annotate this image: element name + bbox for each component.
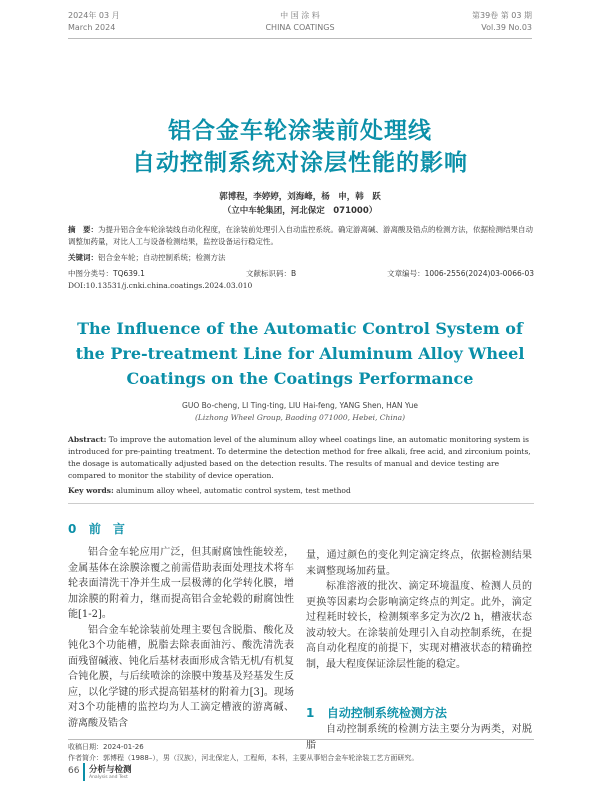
title-en: The Influence of the Automatic Control System of the Pre-treatment Line for Aluminum Alloy Wheel Coatings on the Coatings Performance: [75, 319, 525, 388]
received-date: 收稿日期：2024-01-26: [68, 743, 144, 751]
keywords-cn: [68, 252, 534, 264]
section-0-number: 0: [68, 522, 77, 536]
author-bio: 作者简介：郭博程（1988–），男（汉族），河北保定人，工程师，本科，主要从事铝合金车轮涂装工艺方面研究。: [68, 754, 419, 762]
affiliation-cn: （立中车轮集团，河北保定 071000）: [222, 206, 378, 216]
footnote-divider: [68, 739, 534, 740]
abstract-en: [68, 434, 534, 482]
abstract-en-text: To improve the automation level of the aluminum alloy wheel coatings line, an automatic monitoring system is introduced for pre-painting treatment. To determine the detection method for free alkali, free acid, and zirconium points, the dosage is automatically adjusted based on the detection results. The results of manual and device testing are compared to monitor the stability of device operation.: [68, 435, 531, 480]
header-journal-cn: 中 国 涂 料: [280, 11, 320, 20]
title-cn: [0, 115, 600, 179]
header-date-cn: 2024年 03 月: [68, 11, 120, 20]
abstract-cn: [68, 224, 534, 248]
section-1-number: 1: [306, 706, 315, 720]
header-issue-en: Vol.39 No.03: [481, 23, 532, 32]
abstract-en-label: Abstract:: [68, 435, 107, 444]
authors-cn: 郭博程，李婷婷，刘海峰，杨 申，韩 跃: [219, 192, 381, 202]
footer-section-cn: 分析与检测: [89, 765, 132, 775]
header-issue-cn: 第39卷 第 03 期: [472, 11, 532, 20]
section-1-title: 自动控制系统检测方法: [326, 706, 447, 720]
affiliation-en: (Lizhong Wheel Group, Baoding 071000, Hebei, China): [195, 413, 405, 422]
header-divider: [68, 38, 532, 39]
section-0-title: 前 言: [88, 522, 125, 536]
article-number: 文章编号：1006-2556(2024)03-0066-03: [387, 269, 534, 278]
header-issue: [472, 10, 532, 34]
keywords-cn-text: 铝合金车轮；自动控制系统；检测方法: [98, 253, 226, 262]
abstract-divider: [68, 503, 534, 504]
doi: DOI:10.13531/j.cnki.china.coatings.2024.03.010: [68, 281, 253, 290]
section-heading-0: [68, 520, 125, 537]
body-left-column: [68, 545, 294, 731]
header-journal-en: CHINA COATINGS: [265, 23, 335, 32]
paragraph: 铝合金车轮应用广泛，但其耐腐蚀性能较差，金属基体在涂膜涂覆之前需借助表面处理技术将车轮表面清洗干净并生成一层极薄的化学转化膜，增加涂膜的附着力，继而提高铝合金轮毂的耐腐蚀性能[1-2]。: [68, 547, 294, 620]
title-cn-line2: 自动控制系统对涂层性能的影响: [132, 150, 468, 176]
body-right-column: [306, 548, 532, 672]
authors-block-cn: [0, 190, 600, 218]
keywords-en-label: Key words:: [68, 486, 114, 495]
paragraph: 铝合金车轮涂装前处理主要包含脱脂、酸化及钝化3个功能槽，脱脂去除表面油污、酸洗清洗表面残留碱液、钝化后基材表面形成含锆无机/有机复合钝化膜，与后续喷涂的涂膜中羧基及羟基发生反应，以化学键的形式提高铝基材的附着力[3]。现场对3个功能槽的监控均为人工滴定槽液的游离碱、游离酸及锆含: [68, 624, 294, 729]
paragraph: 自动控制系统的检测方法主要分为两类，对脱脂: [306, 724, 532, 751]
keywords-en: [68, 485, 534, 497]
section-heading-1: [306, 704, 447, 721]
authors-en: GUO Bo-cheng, LI Ting-ting, LIU Hai-feng, YANG Shen, HAN Yue: [182, 401, 418, 410]
classification-number: 中图分类号：TQ639.1: [68, 269, 145, 278]
page-number: 66: [68, 766, 80, 776]
paragraph: 标准溶液的批次、滴定环境温度、检测人员的更换等因素均会影响滴定终点的判定。此外，滴定过程耗时较长，检测频率多定为次/2 h，槽液状态波动较大。在涂装前处理引入自动控制系统，在提高自动化程度的前提下，实现对槽液状态的精确控制，最大程度保证涂层性能的稳定。: [306, 581, 532, 670]
paragraph: 量，通过颜色的变化判定滴定终点，依据检测结果来调整现场加药量。: [306, 550, 532, 577]
footer-accent-bar: [83, 763, 85, 781]
header-date-en: March 2024: [68, 23, 116, 32]
document-code: 文献标识码：B: [246, 269, 297, 278]
keywords-cn-label: 关键词：: [68, 253, 98, 262]
footer-section-en: Analysis and Test: [89, 775, 128, 780]
abstract-cn-text: 为提升铝合金车轮涂装线自动化程度，在涂装前处理引入自动监控系统。确定游离碱、游离酸及锆点的检测方法，依据检测结果自动调整加药量，对比人工与设备检测结果，监控设备运行稳定性。: [68, 225, 533, 246]
keywords-en-text: aluminum alloy wheel, automatic control system, test method: [116, 486, 351, 495]
title-cn-line1: 铝合金车轮涂装前处理线: [168, 118, 432, 144]
abstract-cn-label: 摘 要：: [68, 225, 98, 234]
